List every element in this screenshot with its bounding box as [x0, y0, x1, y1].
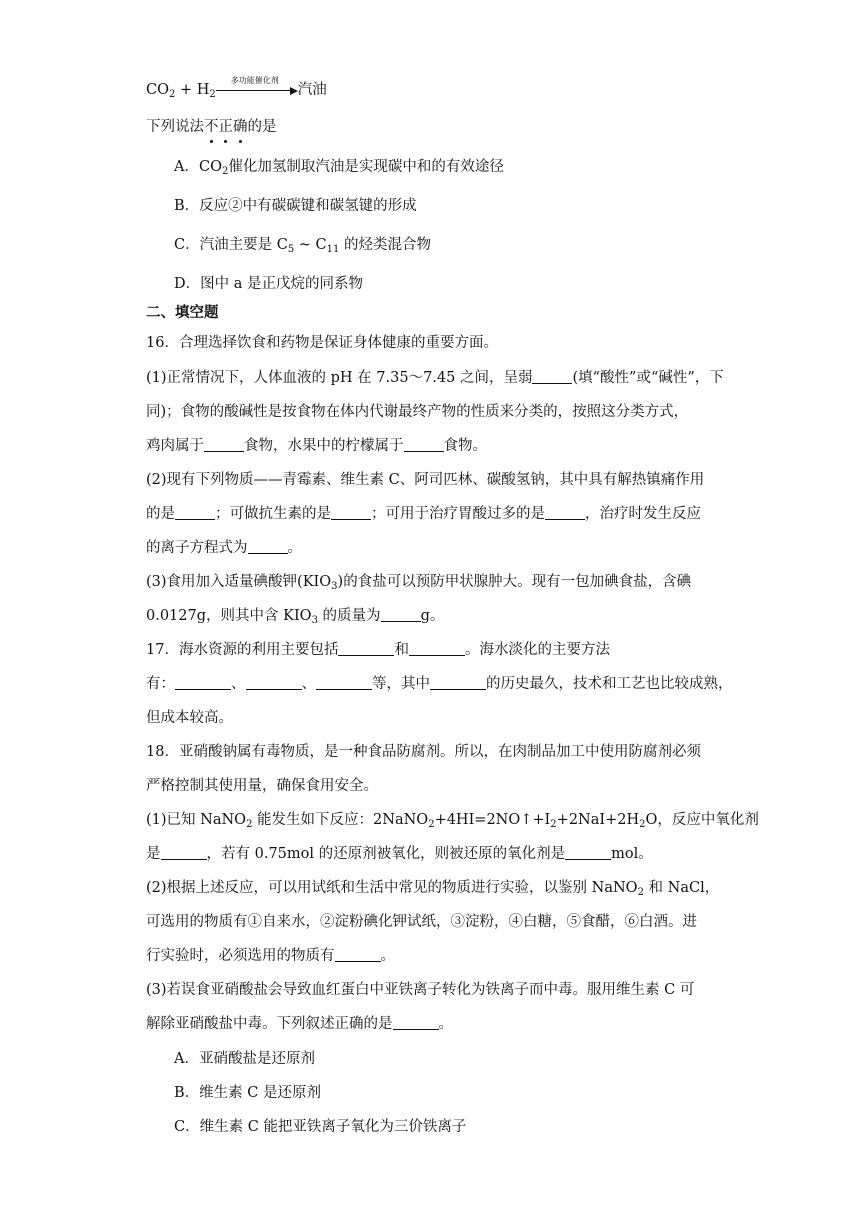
text: 17．海水资源的利用主要包括 — [146, 642, 339, 658]
option-text: 的烃类混合物 — [339, 237, 431, 253]
text: 、 — [301, 676, 316, 692]
text: mol。 — [611, 846, 653, 862]
text: O，反应中氧化剂 — [645, 812, 759, 828]
q16-part2-line3 — [146, 538, 302, 558]
q15-option-c — [174, 235, 431, 255]
q18-line1: 18．亚硝酸钠属有毒物质，是一种食品防腐剂。所以，在肉制品加工中使用防腐剂必须 — [146, 744, 701, 760]
text: 食物，水果中的柠檬属于 — [244, 438, 404, 454]
answer-blank[interactable] — [331, 504, 371, 520]
subscript: 2 — [221, 166, 229, 177]
answer-blank[interactable] — [161, 844, 207, 860]
answer-blank[interactable] — [381, 606, 421, 622]
subscript: 2 — [637, 887, 644, 898]
q16-part2-line2 — [146, 504, 701, 524]
arrow-head-icon — [290, 87, 298, 95]
text: )的食盐可以预防甲状腺肿大。现有一包加碘食盐，含碘 — [337, 574, 692, 590]
text: 能发生如下反应：2NaNO — [252, 812, 429, 828]
q16-stem: 16．合理选择饮食和药物是保证身体健康的重要方面。 — [146, 335, 498, 351]
emphasis-char: 正 — [218, 119, 233, 135]
text: ，治疗时发生反应 — [585, 506, 701, 522]
option-text: 催化加氢制取汽油是实现碳中和的有效途径 — [228, 159, 504, 175]
q18-part2-line1 — [146, 878, 719, 898]
q18-line2: 严格控制其使用量，确保食用安全。 — [146, 778, 378, 794]
text: ；可做抗生素的是 — [215, 506, 331, 522]
subscript: 2 — [639, 819, 646, 830]
text: 。 — [287, 540, 302, 556]
text: +2NaI+2H — [556, 812, 640, 828]
text: (1)已知 NaNO — [146, 812, 247, 828]
emphasis-char: 确 — [233, 119, 248, 135]
q18-part3-line1: (3)若误食亚硝酸盐会导致血红蛋白中亚铁离子转化为铁离子而中毒。服用维生素 C 可 — [146, 982, 695, 998]
co2-text: CO — [146, 82, 169, 98]
text: ，若有 0.75mol 的还原剂被氧化，则被还原的氧化剂是 — [206, 846, 566, 862]
q18-option-b: B．维生素 C 是还原剂 — [174, 1085, 321, 1101]
h2-text: + H — [175, 82, 210, 98]
answer-blank[interactable] — [545, 504, 585, 520]
answer-blank[interactable] — [430, 674, 486, 690]
q18-part2-line2: 可选用的物质有①自来水，②淀粉碘化钾试纸，③淀粉，④白糖，⑤食醋，⑥白酒。进 — [146, 914, 697, 930]
text: (填“酸性”或“碱性”，下 — [572, 370, 724, 386]
product-text: 汽油 — [297, 82, 327, 98]
answer-blank[interactable] — [246, 674, 302, 690]
q16-part1-line2: 同)；食物的酸碱性是按食物在体内代谢最终产物的性质来分类的，按照这分类方式， — [146, 404, 689, 420]
q17-line1 — [146, 640, 610, 660]
text: (3)食用加入适量碘酸钾(KIO — [146, 574, 332, 590]
text: 和 — [394, 642, 409, 658]
text: 是 — [146, 846, 161, 862]
option-text: A．CO — [174, 159, 222, 175]
text: 的历史最久，技术和工艺也比较成熟， — [486, 676, 733, 692]
q15-stem — [146, 117, 277, 137]
section-title: 二、填空题 — [146, 304, 219, 321]
q18-part3-line2 — [146, 1014, 453, 1034]
emphasis-char: 不 — [204, 119, 219, 135]
answer-blank[interactable] — [409, 640, 465, 656]
q16-part3-line2 — [146, 606, 444, 626]
q16-part2-line1: (2)现有下列物质——青霉素、维生素 C、阿司匹林、碳酸氢钠，其中具有解热镇痛作用 — [146, 472, 705, 488]
text: 和 NaCl， — [643, 880, 720, 896]
answer-blank[interactable] — [393, 1014, 439, 1030]
text: 的是 — [146, 506, 175, 522]
text: g。 — [420, 608, 445, 624]
text: 鸡肉属于 — [146, 438, 204, 454]
answer-blank[interactable] — [338, 640, 394, 656]
answer-blank[interactable] — [335, 946, 381, 962]
q16-part1-line3 — [146, 436, 487, 456]
q15-option-b: B．反应②中有碳碳键和碳氢键的形成 — [174, 198, 417, 214]
answer-blank[interactable] — [248, 538, 288, 554]
text: 有： — [146, 676, 175, 692]
reaction-equation — [146, 78, 327, 100]
text: 的质量为 — [317, 608, 381, 624]
subscript: 5 — [287, 244, 295, 255]
text: 食物。 — [443, 438, 487, 454]
option-text: ~ C — [294, 237, 327, 253]
answer-blank[interactable] — [532, 368, 572, 384]
text: 等，其中 — [372, 676, 430, 692]
option-text: C．汽油主要是 C — [174, 237, 288, 253]
text: 行实验时，必须选用的物质有 — [146, 948, 335, 964]
subscript: 11 — [326, 244, 340, 255]
subscript: 2 — [168, 89, 176, 100]
text: (2)根据上述反应，可以用试纸和生活中常见的物质进行实验，以鉴别 NaNO — [146, 880, 638, 896]
q16-part1-line1 — [146, 368, 724, 388]
answer-blank[interactable] — [316, 674, 372, 690]
text: 。 — [380, 948, 395, 964]
answer-blank[interactable] — [404, 436, 444, 452]
q16-part3-line1 — [146, 572, 691, 592]
text: 解除亚硝酸盐中毒。下列叙述正确的是 — [146, 1016, 393, 1032]
q15-option-a — [174, 157, 504, 177]
subscript: 2 — [550, 819, 557, 830]
q18-part1-line1 — [146, 810, 759, 830]
subscript: 2 — [428, 819, 435, 830]
text: 、 — [231, 676, 246, 692]
subscript: 3 — [331, 581, 338, 592]
q15-option-d: D．图中 a 是正戊烷的同系物 — [174, 276, 363, 292]
stem-text: 的是 — [247, 119, 277, 135]
arrow-line — [216, 90, 292, 91]
q18-option-c: C．维生素 C 能把亚铁离子氧化为三价铁离子 — [174, 1119, 467, 1135]
answer-blank[interactable] — [565, 844, 611, 860]
q18-option-a: A．亚硝酸盐是还原剂 — [174, 1051, 315, 1067]
answer-blank[interactable] — [175, 674, 231, 690]
text: (1)正常情况下，人体血液的 pH 在 7.35～7.45 之间，呈弱 — [146, 370, 533, 386]
answer-blank[interactable] — [175, 504, 215, 520]
q17-line2 — [146, 674, 733, 694]
text: 的离子方程式为 — [146, 540, 248, 556]
q18-part1-line2 — [146, 844, 653, 864]
q18-part2-line3 — [146, 946, 395, 966]
text: 0.0127g，则其中含 KIO — [146, 608, 312, 624]
text: ；可用于治疗胃酸过多的是 — [371, 506, 545, 522]
subscript: 3 — [311, 615, 318, 626]
text: +4HI=2NO↑+I — [434, 812, 551, 828]
text: 。 — [438, 1016, 453, 1032]
reaction-arrow — [216, 78, 298, 98]
catalyst-label: 多功能催化剂 — [230, 76, 279, 85]
subscript: 2 — [209, 89, 216, 100]
q17-line3: 但成本较高。 — [146, 710, 233, 726]
answer-blank[interactable] — [204, 436, 244, 452]
subscript: 2 — [246, 819, 253, 830]
stem-text: 下列说法 — [146, 119, 204, 135]
text: 。海水淡化的主要方法 — [464, 642, 610, 658]
